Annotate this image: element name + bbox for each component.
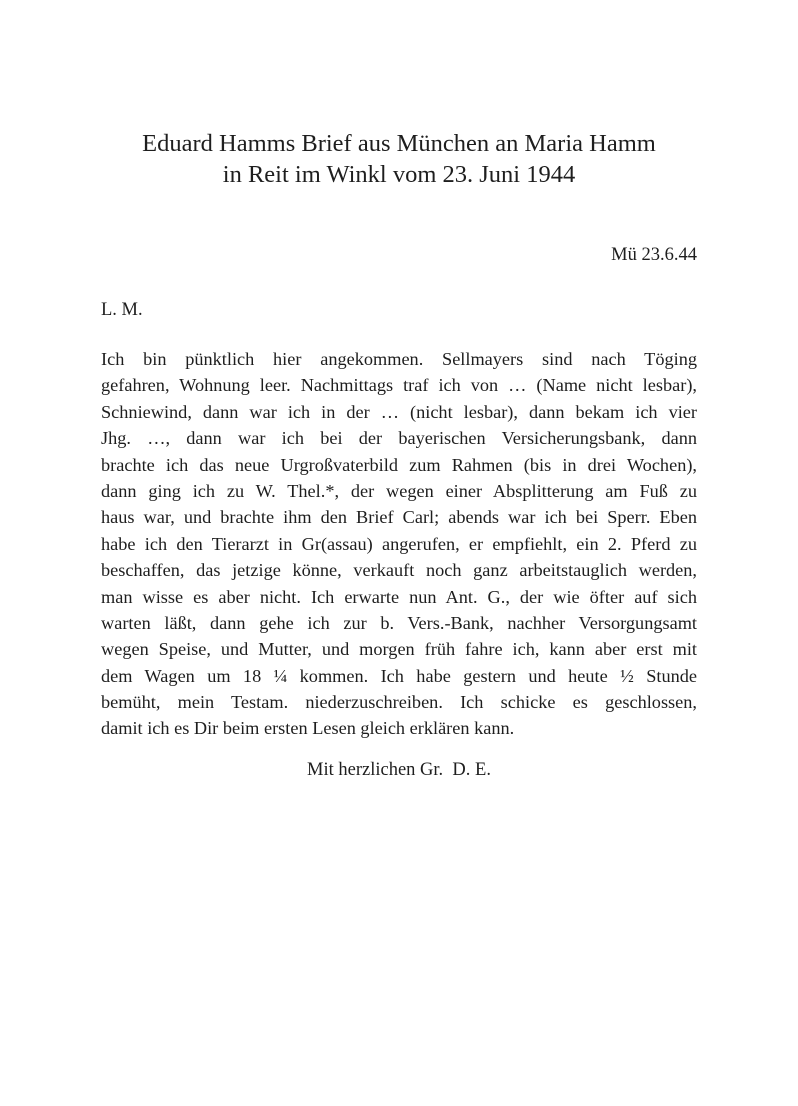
body-line: beschaffen, das jetzige könne, verkauft noch ganz arbeitstauglich werden, (101, 560, 697, 581)
body-line: brachte ich das neue Urgroßvaterbild zum Rahmen (bis in drei Wochen), (101, 454, 697, 475)
body-line: habe ich den Tierarzt in Gr(assau) angerufen, er empfiehlt, ein 2. Pferd zu (101, 533, 697, 554)
body-line: dann ging ich zu W. Thel.*, der wegen einer Absplitterung am Fuß zu (101, 480, 697, 501)
letter-salutation: L. M. (101, 300, 143, 320)
letter-body (101, 346, 697, 742)
body-line: haus war, und brachte ihm den Brief Carl; abends war ich bei Sperr. Eben (101, 507, 697, 528)
body-line: Schniewind, dann war ich in der … (nicht lesbar), dann bekam ich vier (101, 401, 697, 422)
body-line: Jhg. …, dann war ich bei der bayerischen Versicherungsbank, dann (101, 428, 697, 449)
document-title (100, 128, 698, 190)
letter-closing: Mit herzlichen Gr. D. E. (307, 760, 491, 780)
title-line-2: in Reit im Winkl vom 23. Juni 1944 (222, 161, 576, 188)
letter-date: Mü 23.6.44 (611, 245, 697, 265)
body-line: warten läßt, dann gehe ich zur b. Vers.-Bank, nachher Versorgungsamt (101, 612, 697, 633)
body-line: man wisse es aber nicht. Ich erwarte nun Ant. G., der wie öfter auf sich (101, 586, 697, 607)
body-line: wegen Speise, und Mutter, und morgen früh fahre ich, kann aber erst mit (101, 639, 697, 660)
body-line: damit ich es Dir beim ersten Lesen gleich erklären kann. (101, 718, 515, 739)
body-line: Ich bin pünktlich hier angekommen. Sellmayers sind nach Töging (101, 349, 697, 369)
title-line-1: Eduard Hamms Brief aus München an Maria Hamm (142, 130, 656, 157)
body-line: gefahren, Wohnung leer. Nachmittags traf ich von … (Name nicht lesbar), (101, 375, 697, 396)
body-line: dem Wagen um 18 ¼ kommen. Ich habe gestern und heute ½ Stunde (101, 665, 697, 686)
body-line: bemüht, mein Testam. niederzuschreiben. Ich schicke es geschlossen, (101, 692, 697, 713)
